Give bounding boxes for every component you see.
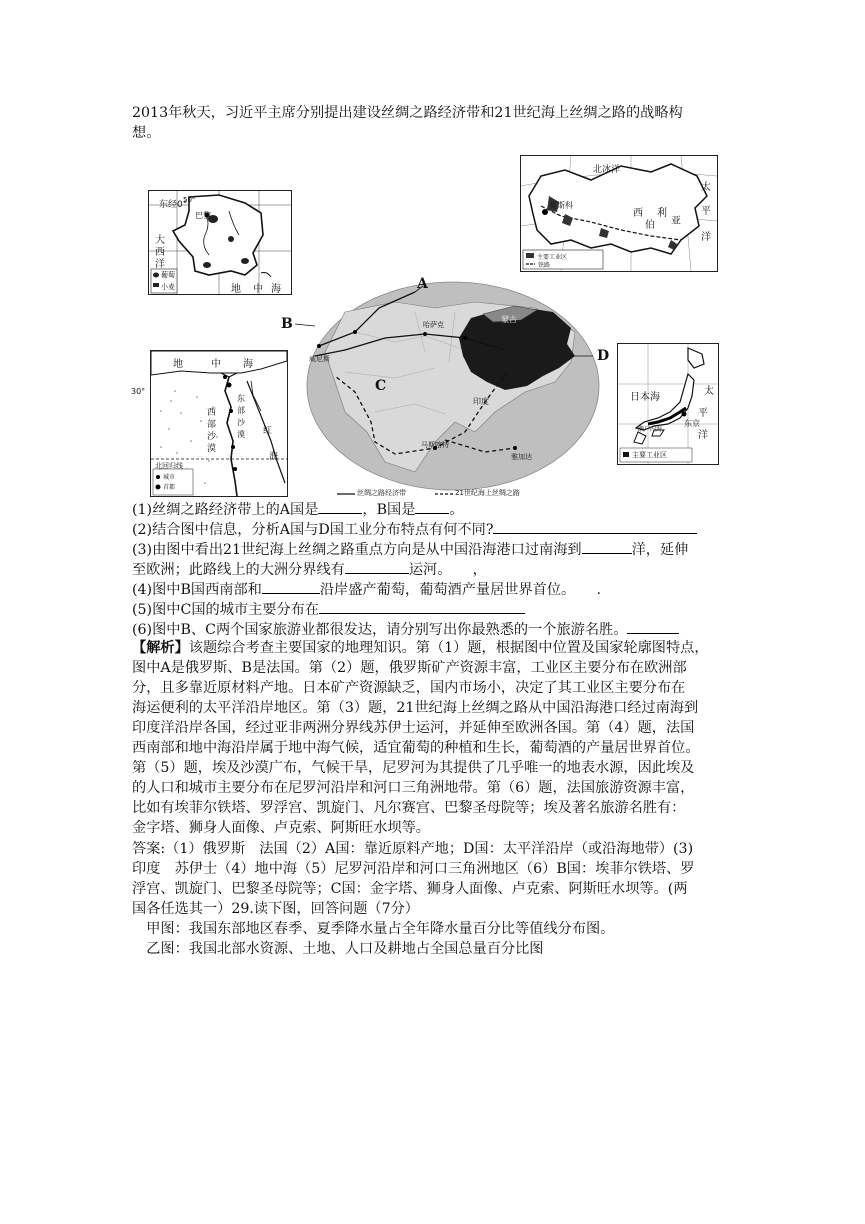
egypt-lat-30-label: 30° (131, 387, 146, 396)
blank-q3-a[interactable] (582, 538, 632, 554)
intro-line-2: 想。 (132, 125, 161, 141)
legend-wheat: 小麦 (161, 283, 175, 291)
label-siberia-1: 西 (633, 208, 643, 219)
question-6: (6)图中B、C两个国家旅游业都很发达，请分别写出你最熟悉的一个旅游名胜。 (132, 618, 679, 640)
answer-line-3: 浮宫、凯旋门、巴黎圣母院等；C国：金字塔、狮身人面像、卢克索、阿斯旺水坝等。(两 (132, 881, 688, 897)
blank-q2[interactable] (493, 518, 697, 534)
legend-silk-road-belt: 丝绸之路经济带 (357, 489, 406, 497)
label-east-desert-3: 沙 (237, 418, 245, 427)
label-mongolia: 蒙古 (501, 315, 517, 324)
legend-capital: 首都 (163, 484, 176, 491)
next-question-line-1: 甲图：我国东部地区春季、夏季降水量占全年降水量百分比等值线分布图。 (132, 921, 615, 937)
intro-line-1: 2013年秋天，习近平主席分别提出建设丝绸之路经济带和21世纪海上丝绸之路的战略构 (132, 105, 683, 121)
legend-railway: 铁路 (538, 262, 551, 269)
blank-q4[interactable] (262, 578, 320, 594)
legend-maritime-silk-road: 21世纪海上丝绸之路 (455, 489, 520, 497)
analysis-line-3: 分，且多靠近原材料产地。日本矿产资源缺乏，国内市场小，决定了其工业区主要分布在 (132, 680, 686, 696)
label-jakarta: 雅加达 (511, 453, 532, 461)
analysis-line-6: 西南部和地中海沿岸属于地中海气候，适宜葡萄的种植和生长，葡萄酒的产量居世界首位。 (132, 740, 700, 756)
label-venice: 威尼斯 (309, 355, 330, 363)
label-kazakh: 哈萨克 (423, 321, 444, 329)
world-map (275, 272, 615, 500)
answer-line-2: 印度 苏伊士（4）地中海（5）尼罗河沿岸和河口三角洲地区（6）B国：埃菲尔铁塔、罗 (132, 861, 695, 877)
blank-q3-b[interactable] (345, 558, 409, 574)
france-map (148, 190, 292, 295)
next-question-line-2: 乙图：我国北部水资源、土地、人口及耕地占全国总量百分比图 (132, 941, 544, 957)
label-pacific-2: 平 (701, 206, 711, 217)
analysis-line-9: 比如有埃菲尔铁塔、罗浮宫、凯旋门、凡尔赛宫、巴黎圣母院等；埃及著名旅游名胜有： (132, 800, 686, 816)
label-siberia-4: 亚 (671, 216, 681, 227)
analysis-line-2: 图中A是俄罗斯、B是法国。第（2）题，俄罗斯矿产资源丰富，工业区主要分布在欧洲部 (132, 660, 687, 676)
analysis-line-8: 的人口和城市主要分布在尼罗河沿岸和河口三角洲地带。第（6）题，法国旅游资源丰富， (132, 780, 695, 796)
analysis-line-7: 第（5）题，埃及沙漠广布，气候干旱，尼罗河为其提供了几乎唯一的地表水源，因此埃及 (132, 760, 695, 776)
label-pacific-j1: 太 (704, 386, 714, 397)
russia-map (520, 155, 718, 272)
question-3-line-1: (3)由图中看出21世纪海上丝绸之路重点方向是从中国沿海港口过南海到 洋，延伸 (132, 538, 688, 560)
marker-b: B (281, 316, 293, 332)
analysis-line-5: 印度洋沿岸各国，经过亚非两洲分界线苏伊士运河，并延伸至欧洲各国。第（4）题，法国 (132, 720, 695, 736)
label-red-sea-2: 海 (269, 452, 279, 462)
label-siberia-2: 伯 (645, 220, 655, 231)
marker-a: A (417, 276, 428, 292)
label-pacific-3: 洋 (701, 232, 711, 243)
label-arctic: 北冰洋 (593, 165, 621, 175)
label-pacific-1: 太 (701, 182, 711, 193)
label-lat-50: 50° (183, 196, 196, 204)
label-tokyo: 东京 (684, 419, 700, 428)
egypt-map (150, 350, 288, 497)
label-muscat: 马斯喀特 (421, 441, 449, 449)
label-siberia-3: 利 (657, 208, 667, 219)
label-east-desert-1: 东 (237, 394, 245, 403)
label-med-3: 海 (271, 284, 281, 295)
answer-line-4: 国各任选其一）29.读下图，回答问题（7分） (132, 901, 419, 917)
answer-line-1: 答案:（1）俄罗斯 法国（2）A国：靠近原料产地；D国：太平洋沿岸（或沿海地带）(3) (132, 841, 694, 857)
label-west-desert-2: 部 (207, 420, 217, 430)
legend-industry: 主要工业区 (537, 254, 568, 261)
label-moscow: 莫斯科 (549, 201, 573, 210)
label-east-desert-2: 部 (237, 406, 245, 415)
label-tropic: 北回归线 (155, 462, 183, 470)
blank-q6[interactable] (627, 618, 679, 634)
blank-q5[interactable] (319, 598, 525, 614)
label-med-sea-2: 中 (211, 359, 221, 370)
analysis-tag: 【解析】 (132, 640, 189, 656)
label-med-2: 中 (253, 284, 263, 295)
label-med-sea-3: 海 (243, 359, 253, 370)
japan-map (617, 343, 719, 465)
label-atlantic-1: 大 (155, 235, 165, 246)
marker-d: D (597, 348, 610, 364)
analysis-line-10: 金字塔、狮身人面像、卢克索、阿斯旺水坝等。 (132, 820, 430, 836)
question-4: (4)图中B国西南部和 沿岸盛产葡萄，葡萄酒产量居世界首位。 . (132, 578, 601, 600)
label-west-desert-4: 漠 (207, 444, 217, 454)
marker-c: C (375, 378, 387, 394)
label-west-desert-1: 西 (207, 408, 217, 418)
analysis-line-4: 海运便利的太平洋沿岸地区。第（3）题，21世纪海上丝绸之路从中国沿海港口经过南海到 (132, 700, 699, 716)
legend-industrial-zone: 主要工业区 (632, 451, 667, 459)
label-pacific-j3: 洋 (698, 430, 708, 441)
blank-q1-b[interactable] (415, 498, 449, 514)
legend-grape: 葡萄 (161, 271, 175, 279)
analysis-line-1: 【解析】该题综合考查主要国家的地理知识。第（1）题，根据图中位置及国家轮廓图特点， (132, 640, 709, 656)
label-paris: 巴黎 (195, 211, 211, 220)
question-2: (2)结合图中信息，分析A国与D国工业分布特点有何不同? (132, 518, 697, 540)
question-5: (5)图中C国的城市主要分布在 (132, 598, 525, 620)
question-3-line-2: 至欧洲；此路线上的大洲分界线有 运河。 ， (132, 558, 487, 580)
label-red-sea-1: 红 (263, 426, 273, 436)
label-india: 印度 (473, 397, 489, 406)
label-atlantic-2: 西 (155, 247, 165, 258)
legend-city: 城市 (163, 474, 176, 481)
svg-text:东经0°: 东经0° (159, 200, 188, 210)
blank-q1-a[interactable] (318, 498, 362, 514)
label-med-1: 地 (231, 284, 241, 295)
label-seto-inland-sea: 濑户内海 (638, 426, 663, 433)
question-1: (1)丝绸之路经济带上的A国是 ，B国是 。 (132, 498, 464, 520)
label-pacific-j2: 平 (698, 408, 708, 419)
label-atlantic-3: 洋 (155, 259, 165, 270)
label-med-sea-1: 地 (173, 359, 183, 370)
label-sea-of-japan: 日本海 (630, 392, 660, 403)
label-east-desert-4: 漠 (237, 430, 245, 439)
label-west-desert-3: 沙 (207, 432, 217, 442)
